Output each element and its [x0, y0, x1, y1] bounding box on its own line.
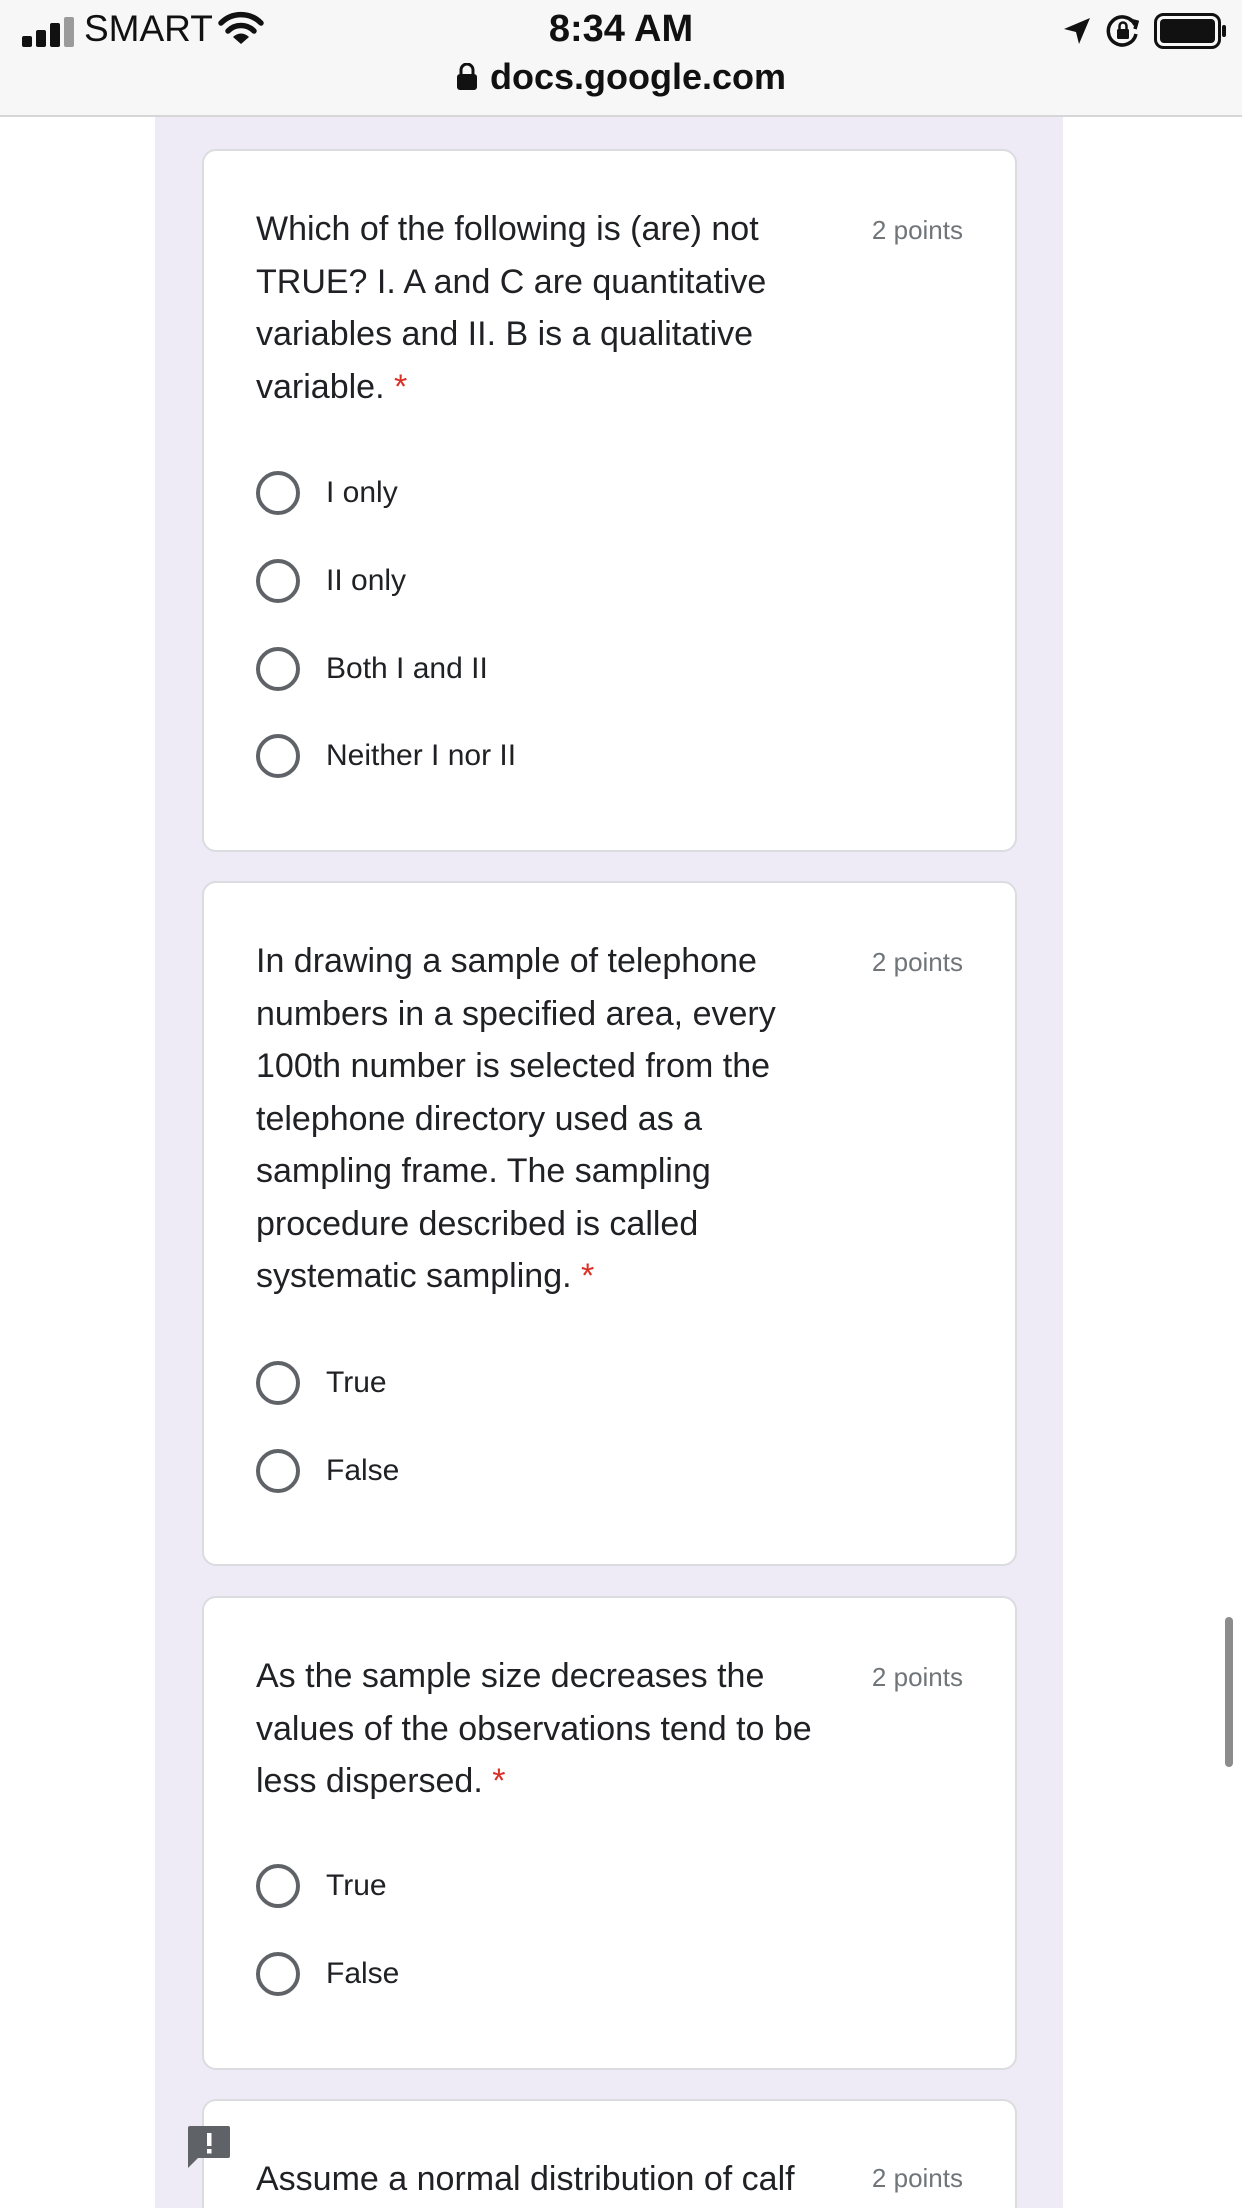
radio-button[interactable]	[256, 734, 300, 778]
option-label[interactable]: Both I and II	[326, 652, 488, 685]
option-label[interactable]: True	[326, 1869, 387, 1902]
points-label: 2 points	[871, 2163, 963, 2193]
location-icon	[1062, 16, 1092, 46]
question-title	[256, 1650, 846, 1808]
feedback-icon[interactable]	[186, 2124, 232, 2170]
option-label[interactable]: False	[326, 1454, 400, 1487]
scrollbar[interactable]	[1225, 1617, 1233, 1767]
battery-icon	[1154, 13, 1228, 49]
points-label: 2 points	[871, 215, 963, 245]
option-label[interactable]: I only	[326, 476, 398, 509]
carrier-name: SMART	[84, 8, 213, 49]
radio-option[interactable]	[256, 646, 488, 692]
question-text: As the sample size decreases the values of the observations tend to be less dispersed.	[256, 1657, 812, 1800]
radio-button[interactable]	[256, 1449, 300, 1493]
question-card	[202, 149, 1017, 852]
question-text: In drawing a sample of telephone numbers in a specified area, every 100th number is selected from the telephone directory used as a sampling frame. The sampling procedure described is called systematic sampling.	[256, 942, 776, 1295]
option-label[interactable]: Neither I nor II	[326, 739, 517, 772]
status-icons	[1062, 10, 1228, 52]
required-asterisk: *	[492, 1762, 506, 1800]
option-label[interactable]: II only	[326, 564, 407, 597]
required-asterisk: *	[393, 367, 408, 406]
radio-button[interactable]	[256, 647, 300, 691]
question-title	[256, 203, 846, 413]
points-label: 2 points	[871, 1662, 963, 1692]
radio-option[interactable]	[256, 470, 398, 516]
radio-button[interactable]	[256, 1952, 300, 1996]
orientation-lock-icon	[1106, 14, 1140, 48]
points-label: 2 points	[871, 947, 963, 977]
radio-option[interactable]	[256, 1863, 387, 1909]
radio-button[interactable]	[256, 1864, 300, 1908]
radio-option[interactable]	[256, 558, 406, 604]
option-label[interactable]: False	[326, 1957, 400, 1990]
question-text: Assume a normal distribution of calf	[256, 2160, 795, 2198]
address-bar[interactable]	[0, 56, 1242, 98]
lock-icon	[456, 63, 478, 91]
radio-option[interactable]	[256, 1360, 387, 1406]
url-text[interactable]: docs.google.com	[489, 56, 787, 97]
radio-option[interactable]	[256, 1951, 399, 1997]
radio-button[interactable]	[256, 471, 300, 515]
radio-button[interactable]	[256, 559, 300, 603]
question-card	[202, 2099, 1017, 2208]
radio-option[interactable]	[256, 1448, 399, 1494]
question-card	[202, 881, 1017, 1566]
question-text: Which of the following is (are) not TRUE? I. A and C are quantitative variables and II. B is a qualitative variable.	[256, 210, 767, 406]
required-asterisk: *	[581, 1257, 595, 1295]
option-label[interactable]: True	[326, 1366, 387, 1399]
browser-top-bar	[0, 0, 1242, 117]
question-card	[202, 1596, 1017, 2070]
radio-button[interactable]	[256, 1361, 300, 1405]
question-title	[256, 935, 846, 1303]
radio-option[interactable]	[256, 733, 516, 779]
clock: 8:34 AM	[548, 8, 694, 50]
